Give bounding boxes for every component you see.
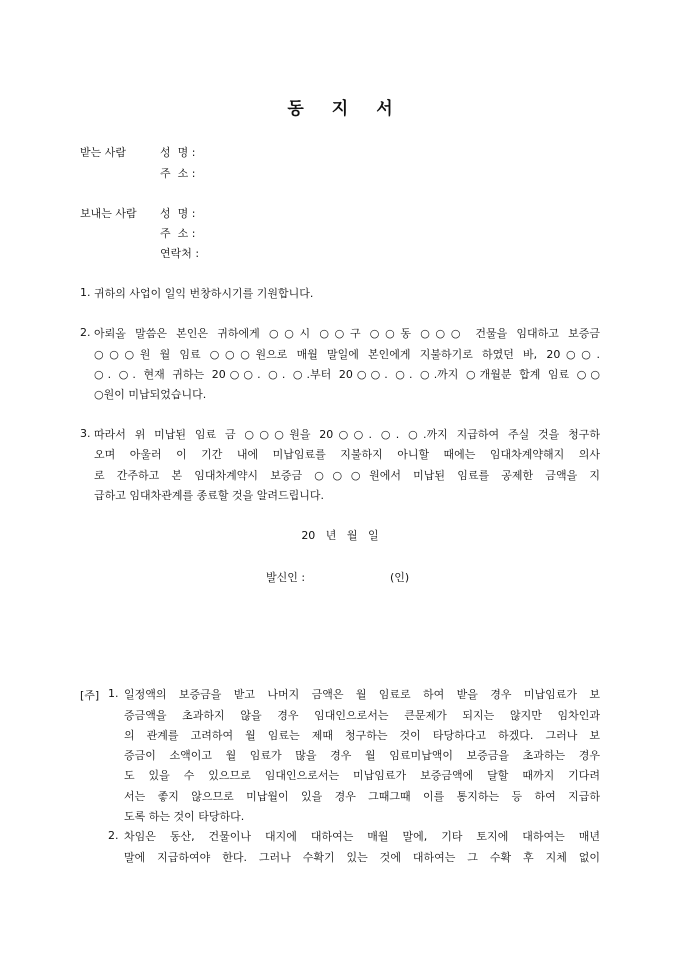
note-number: 1. (108, 687, 119, 700)
signer-label: 발신인 : (266, 571, 306, 584)
paragraph-line: 아뢰올 말씀은 본인은 귀하에게 ○○시 ○○구 ○○동 ○○○ 건물을 임대하고 보증금 (94, 327, 600, 340)
recipient-heading: 받는 사람 (80, 146, 127, 159)
note-line: 말에 지급하여야 한다. 그러나 수확기 있는 것에 대하여는 그 수확 후 지체 없이 (124, 851, 600, 864)
paragraph-number: 2. (80, 326, 91, 339)
paragraph-line: 오며 아울러 이 기간 내에 미납임료를 지불하지 아니할 때에는 임대차계약해지 의사 (94, 448, 600, 461)
sender-heading: 보내는 사람 (80, 207, 137, 220)
note-line: 일정액의 보증금을 받고 나머지 금액은 월 임료로 하여 받을 경우 미납임료가 보 (124, 688, 600, 701)
sender-contact-label: 연락처 : (160, 247, 200, 260)
recipient-name-label: 성 명 : (160, 146, 196, 159)
paragraph-line: 로 간주하고 본 임대차계약시 보증금 ○○○원에서 미납된 임료를 공제한 금액을 지 (94, 469, 600, 482)
seal-mark: (인) (390, 571, 410, 584)
paragraph-number: 3. (80, 427, 91, 440)
date-line: 20 년 월 일 (301, 529, 379, 542)
paragraph-line: 급하고 임대차관계를 종료할 것을 알려드립니다. (94, 489, 325, 502)
title-char: 서 (376, 99, 393, 119)
note-line: 의 관계를 고려하여 월 임료는 제때 청구하는 것이 타당하다고 하겠다. 그러나 보 (124, 729, 600, 742)
title-char: 동 (287, 99, 304, 119)
paragraph-line: ○○○원 월 임료 ○○○원으로 매월 말일에 본인에게 지불하기로 하였던 바, 20○○. (94, 348, 600, 361)
note-line: 서는 좋지 않으므로 미납월이 있을 경우 그때그때 이를 통지하는 등 하여 지급하 (124, 790, 600, 803)
title-char: 지 (331, 99, 349, 119)
paragraph-number: 1. (80, 286, 91, 299)
paragraph-line: 따라서 위 미납된 임료 금 ○○○원을 20○○. ○. ○.까지 지급하여 주실 것을 청구하 (94, 428, 600, 441)
paragraph-line: ○원이 미납되었습니다. (94, 388, 207, 401)
paragraph-line: 귀하의 사업이 일익 번창하시기를 기원합니다. (94, 287, 314, 300)
note-line: 증금액을 초과하지 않을 경우 임대인으로서는 큰문제가 되지는 않지만 임차인과 (124, 709, 600, 722)
note-line: 증금이 소액이고 월 임료가 많을 경우 월 임료미납액이 보증금을 초과하는 경우 (124, 749, 600, 762)
sender-address-label: 주 소 : (160, 227, 196, 240)
note-line: 차임은 동산, 건물이나 대지에 대하여는 매월 말에, 기타 토지에 대하여는 매년 (124, 830, 600, 843)
note-line: 도 있을 수 있으므로 임대인으로서는 미납임료가 보증금액에 달할 때까지 기다려 (124, 769, 600, 782)
sender-name-label: 성 명 : (160, 207, 196, 220)
paragraph-line: ○. ○. 현재 귀하는 20○○. ○. ○.부터 20○○. ○. ○.까지 ○개월분 합계 임료 ○○ (94, 368, 600, 381)
recipient-address-label: 주 소 : (160, 167, 196, 180)
notes-tag: [주] (80, 689, 100, 702)
note-line: 도록 하는 것이 타당하다. (124, 810, 245, 823)
document-title (0, 94, 680, 119)
note-number: 2. (108, 829, 119, 842)
